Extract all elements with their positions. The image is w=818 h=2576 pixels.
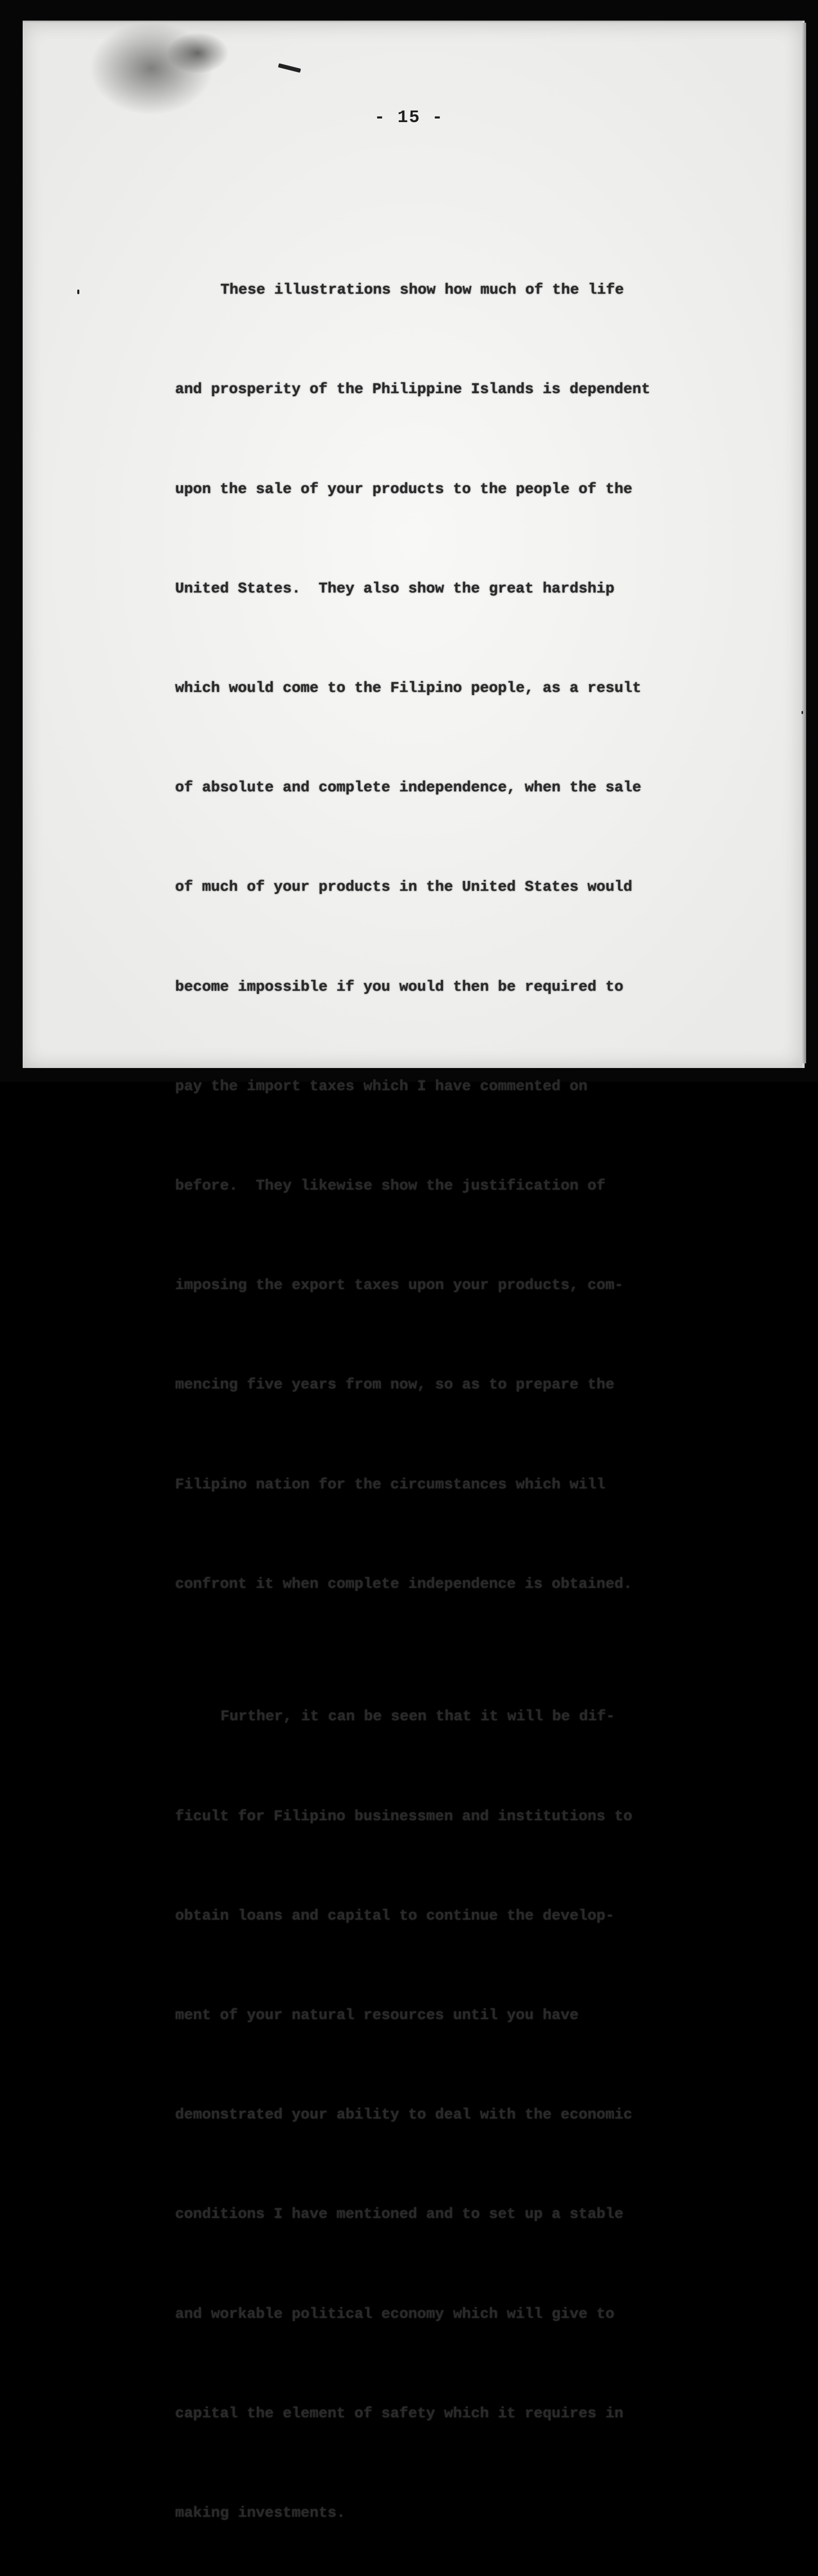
ink-speck [77,290,79,294]
text-line: become impossible if you would then be required to [175,978,624,995]
text-line: conditions I have mentioned and to set up a stable [175,2206,624,2223]
ink-speck [802,711,803,714]
text-line: making investments. [175,2504,346,2522]
text-line: demonstrated your ability to deal with the economic [175,2106,633,2124]
text-line: imposing the export taxes upon your products, com- [175,1277,624,1294]
text-line: mencing five years from now, so as to prepare the [175,1376,615,1394]
text-line: confront it when complete independence is obtained. [175,1575,633,1592]
text-line: ment of your natural resources until you have [175,2007,579,2024]
text-line: ficult for Filipino businessmen and institutions to [175,1807,633,1825]
text-line: pay the import taxes which I have commented on [175,1077,588,1095]
text-line: upon the sale of your products to the people of the [175,480,633,498]
text-line: and prosperity of the Philippine Islands is dependent [175,381,651,398]
page-edge [802,23,806,1063]
text-line: before. They likewise show the justification of [175,1177,606,1195]
typed-letter-body [175,174,711,2576]
text-line: and workable political economy which will give to [175,2305,615,2323]
text-line: Filipino nation for the circumstances which will [175,1476,606,1493]
text-line: Further, it can be seen that it will be dif- [220,1708,615,1725]
text-line: These illustrations show how much of the life [220,281,624,299]
text-line: of absolute and complete independence, when the sale [175,779,641,796]
page-number: - 15 - [374,108,444,128]
text-line: capital the element of safety which it requires in [175,2404,624,2422]
text-line: which would come to the Filipino people, as a result [175,680,641,697]
text-line: of much of your products in the United States would [175,878,633,896]
text-line: United States. They also show the great hardship [175,580,615,597]
text-line: obtain loans and capital to continue the develop- [175,1907,615,1924]
